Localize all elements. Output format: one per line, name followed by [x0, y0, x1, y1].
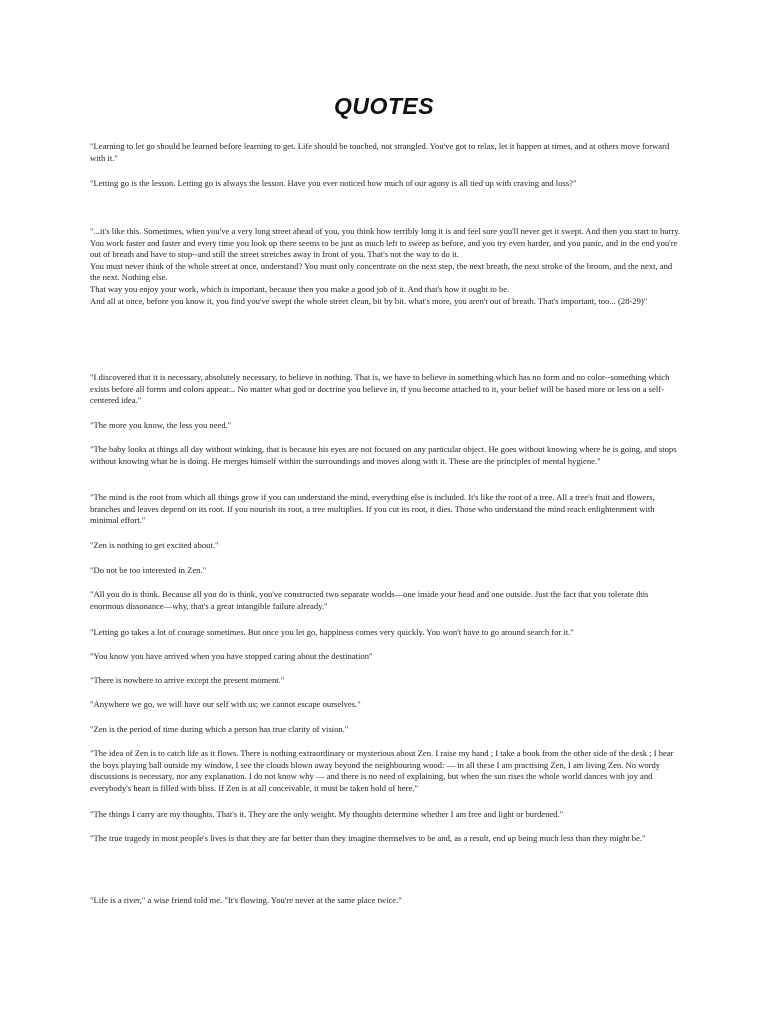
quote-paragraph: "Zen is the period of time during which a person has true clarity of vision.": [90, 724, 349, 734]
quote-paragraph: "Anywhere we go, we will have our self with us; we cannot escape ourselves.": [90, 699, 361, 709]
quote-paragraph: "The true tragedy in most people's lives is that they are far better than they imagine themselves to be and, as a result, end up being much less than they might be.": [90, 833, 646, 843]
quote-paragraph: "You know you have arrived when you have stopped caring about the destination": [90, 651, 373, 661]
quote-paragraph: "The more you know, the less you need.": [90, 420, 232, 430]
quote-paragraph: "Life is a river," a wise friend told me. "It's flowing. You're never at the same place twice.": [90, 895, 402, 905]
quote-paragraph: "I discovered that it is necessary, absolutely necessary, to believe in nothing. That is, we have to believe in something which has no form and no color--something which exists before all forms and colors appear... No matter what god or doctrine you believe in, if you become attached to it, your belief will be based more or less on a self-centered idea.": [90, 372, 670, 406]
quote-paragraph: "The mind is the root from which all things grow if you can understand the mind, everything else is included. It's like the root of a tree. All a tree's fruit and flowers, branches and leaves depend on its root. If you nourish its root, a tree multiplies. If you cut its root, it dies. Those who understand the mind reach enlightenment with minimal effort.": [90, 492, 655, 526]
quote-paragraph: "The things I carry are my thoughts. That's it. They are the only weight. My thoughts determine whether I am free and light or burdened.": [90, 809, 564, 819]
quote-paragraph: "...it's like this. Sometimes, when you've a very long street ahead of you, you think how terribly long it is and feel sure you'll never get it swept. And then you start to hurry. You work faster and faster and every time you look up there seems to be just as much left to sweep as before, and you try even harder, and you panic, and in the end you're out of breath and have to stop--and still the street stretches away in front of you. That's not the way to do it. You must never think of the whole street at once, understand? You must only concentrate on the next step, the next breath, the next stroke of the broom, and the next, and the next. Nothing else. That way you enjoy your work, which is important, because then you make a good job of it. And that's how it ought to be. And all at once, before you know it, you find you've swept the whole street clean, bit by bit. what's more, you aren't out of breath. That's important, too... (28-29)": [90, 226, 681, 306]
quote-paragraph: "Do not be too interested in Zen.": [90, 565, 207, 575]
quote-paragraph: "Letting go is the lesson. Letting go is always the lesson. Have you ever noticed how much of our agony is all tied up with craving and loss?": [90, 178, 577, 188]
quote-paragraph: "The baby looks at things all day without winking, that is because his eyes are not focused on any particular object. He goes without knowing where he is going, and stops without knowing what he is doing. He merges himself within the surroundings and moves along with it. These are the principles of mental hygiene.": [90, 444, 677, 466]
quote-paragraph: "The idea of Zen is to catch life as it flows. There is nothing extraordinary or mysterious about Zen. I raise my hand ; I take a book from the other side of the desk ; I hear the boys playing ball outside my window, I see the clouds blown away beyond the neighbouring wood: — in all these I am practising Zen, I am living Zen. No wordy discussions is necessary, nor any explanation. I do not know why — and there is no need of explaining, but when the sun rises the whole world dances with joy and everybody's heart is filled with bliss. If Zen is at all conceivable, it must be taken hold of here.": [90, 748, 674, 793]
quote-paragraph: "All you do is think. Because all you do is think, you've constructed two separate worlds—one inside your head and one outside. Just the fact that you tolerate this enormous dissonance—why, that's a great intangible failure already.": [90, 589, 649, 611]
quote-paragraph: "Zen is nothing to get excited about.": [90, 540, 219, 550]
quote-paragraph: "Letting go takes a lot of courage sometimes. But once you let go, happiness comes very quickly. You won't have to go around search for it.": [90, 627, 574, 637]
page-title: QUOTES: [333, 93, 435, 119]
quote-paragraph: "Learning to let go should be learned before learning to get. Life should be touched, not strangled. You've got to relax, let it happen at times, and at others move forward with it.": [90, 141, 670, 163]
quote-paragraph: "There is nowhere to arrive except the present moment.": [90, 675, 285, 685]
